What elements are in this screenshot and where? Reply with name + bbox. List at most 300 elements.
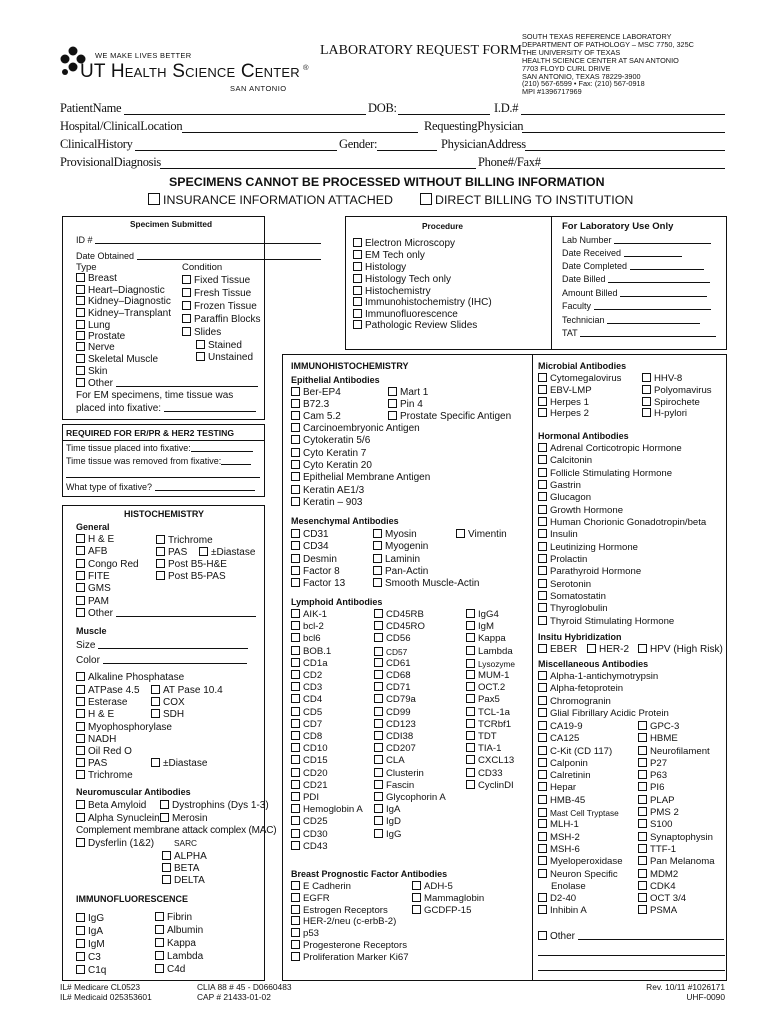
checkbox[interactable] [373, 566, 382, 575]
checkbox[interactable] [76, 571, 85, 580]
date-received[interactable] [562, 248, 682, 258]
lym-item[interactable] [374, 755, 446, 767]
checkbox[interactable] [538, 468, 547, 477]
mes-vimentin[interactable] [456, 529, 507, 540]
checkbox[interactable] [587, 644, 596, 653]
checkbox[interactable] [638, 782, 647, 791]
lym-item[interactable] [466, 658, 515, 670]
checkbox[interactable] [538, 844, 547, 853]
checkbox[interactable] [76, 296, 85, 305]
checkbox[interactable] [373, 578, 382, 587]
checkbox[interactable] [155, 912, 164, 921]
checkbox[interactable] [374, 804, 383, 813]
checkbox[interactable] [374, 707, 383, 716]
checkbox[interactable] [374, 633, 383, 642]
specimen-id-field[interactable] [95, 235, 321, 244]
if-c1q[interactable] [76, 965, 106, 976]
hc-gms[interactable] [76, 583, 111, 594]
checkbox[interactable] [538, 408, 547, 417]
checkbox[interactable] [466, 755, 475, 764]
faculty[interactable] [562, 301, 711, 311]
date-billed[interactable] [562, 274, 710, 284]
type-skeletal-muscle[interactable] [76, 354, 158, 365]
lym-item[interactable] [466, 621, 515, 633]
checkbox[interactable] [291, 780, 300, 789]
checkbox[interactable] [76, 331, 85, 340]
misc-item[interactable] [538, 856, 623, 868]
checkbox[interactable] [291, 472, 300, 481]
checkbox[interactable] [638, 733, 647, 742]
checkbox[interactable] [291, 804, 300, 813]
checkbox[interactable] [160, 800, 169, 809]
checkbox[interactable] [76, 697, 85, 706]
checkbox[interactable] [466, 670, 475, 679]
br-item[interactable] [291, 916, 409, 928]
checkbox[interactable] [466, 768, 475, 777]
checkbox[interactable] [76, 559, 85, 568]
checkbox[interactable] [538, 517, 547, 526]
checkbox[interactable] [182, 314, 191, 323]
m-atpase-45[interactable] [76, 685, 140, 696]
checkbox[interactable] [456, 529, 465, 538]
checkbox[interactable] [155, 951, 164, 960]
mic-item[interactable] [538, 385, 621, 397]
patient-name-field[interactable] [124, 114, 366, 115]
checkbox[interactable] [538, 455, 547, 464]
proc-ihc[interactable] [353, 297, 492, 308]
lym-item[interactable] [374, 633, 446, 645]
m-diastase[interactable] [151, 758, 207, 769]
lym-item[interactable] [466, 646, 515, 658]
checkbox[interactable] [412, 905, 421, 914]
hor-item[interactable] [538, 517, 706, 529]
misc-other[interactable] [538, 931, 724, 942]
checkbox[interactable] [538, 566, 547, 575]
checkbox[interactable] [156, 559, 165, 568]
type-heart[interactable] [76, 285, 165, 296]
hor-item[interactable] [538, 480, 706, 492]
checkbox[interactable] [374, 670, 383, 679]
checkbox[interactable] [374, 829, 383, 838]
checkbox[interactable] [291, 411, 300, 420]
checkbox[interactable] [291, 940, 300, 949]
if-iga[interactable] [76, 926, 103, 937]
checkbox[interactable] [374, 609, 383, 618]
checkbox[interactable] [291, 792, 300, 801]
checkbox[interactable] [374, 768, 383, 777]
lab-number[interactable] [562, 235, 711, 245]
checkbox[interactable] [291, 578, 300, 587]
type-kidney-diag[interactable] [76, 296, 171, 307]
misc-item[interactable] [638, 807, 715, 819]
checkbox[interactable] [291, 497, 300, 506]
sarc-beta[interactable] [162, 863, 199, 874]
misc-item[interactable] [538, 733, 623, 745]
condition-stained[interactable] [196, 340, 242, 351]
lym-item[interactable] [466, 780, 515, 792]
checkbox[interactable] [291, 658, 300, 667]
br-item[interactable] [291, 952, 409, 964]
checkbox[interactable] [156, 571, 165, 580]
checkbox[interactable] [291, 435, 300, 444]
checkbox[interactable] [162, 875, 171, 884]
type-breast[interactable] [76, 273, 117, 284]
checkbox[interactable] [76, 734, 85, 743]
hor-item[interactable] [538, 455, 706, 467]
checkbox[interactable] [353, 274, 362, 283]
lym-item[interactable] [374, 816, 446, 828]
checkbox[interactable] [76, 722, 85, 731]
lym-item[interactable] [291, 780, 363, 792]
checkbox[interactable] [160, 813, 169, 822]
misc-item[interactable] [638, 905, 715, 917]
checkbox[interactable] [291, 916, 300, 925]
hor-item[interactable] [538, 505, 706, 517]
misc-item[interactable] [638, 758, 715, 770]
m-trichrome[interactable] [76, 770, 133, 781]
mic-item[interactable] [642, 408, 712, 420]
checkbox[interactable] [291, 541, 300, 550]
if-igm[interactable] [76, 939, 105, 950]
checkbox[interactable] [155, 964, 164, 973]
type-nerve[interactable] [76, 342, 115, 353]
checkbox[interactable] [291, 529, 300, 538]
lym-item[interactable] [374, 682, 446, 694]
lym-item[interactable] [291, 755, 363, 767]
mic-item[interactable] [642, 385, 712, 397]
checkbox[interactable] [353, 238, 362, 247]
insitu-hpv[interactable] [638, 644, 723, 655]
m-he[interactable] [76, 709, 114, 720]
br-item[interactable] [291, 905, 409, 917]
misc-item[interactable] [638, 856, 715, 868]
checkbox[interactable] [76, 770, 85, 779]
mes-factor13[interactable] [291, 578, 345, 589]
misc-item[interactable] [538, 696, 669, 708]
checkbox[interactable] [162, 863, 171, 872]
lym-item[interactable] [291, 670, 363, 682]
insurance-checkbox[interactable] [148, 193, 393, 206]
checkbox[interactable] [291, 829, 300, 838]
lym-item[interactable] [374, 792, 446, 804]
lym-item[interactable] [466, 633, 515, 645]
condition-unstained[interactable] [196, 352, 253, 363]
checkbox[interactable] [374, 682, 383, 691]
hc-trichrome[interactable] [156, 535, 213, 546]
checkbox[interactable] [412, 893, 421, 902]
proc-if[interactable] [353, 309, 458, 320]
checkbox[interactable] [196, 340, 205, 349]
checkbox[interactable] [466, 743, 475, 752]
checkbox[interactable] [538, 869, 547, 878]
insitu-her2[interactable] [587, 644, 629, 655]
hor-item[interactable] [538, 542, 706, 554]
checkbox[interactable] [638, 856, 647, 865]
lym-item[interactable] [291, 719, 363, 731]
checkbox[interactable] [466, 719, 475, 728]
m-nadh[interactable] [76, 734, 116, 745]
lym-item[interactable] [466, 694, 515, 706]
checkbox[interactable] [76, 813, 85, 822]
checkbox[interactable] [291, 905, 300, 914]
checkbox[interactable] [642, 385, 651, 394]
checkbox[interactable] [538, 708, 547, 717]
hor-item[interactable] [538, 579, 706, 591]
hospital-field[interactable] [182, 132, 418, 133]
hor-item[interactable] [538, 492, 706, 504]
lym-item[interactable] [374, 743, 446, 755]
muscle-color[interactable] [76, 655, 247, 666]
if-c3[interactable] [76, 952, 101, 963]
epi-ae13[interactable] [291, 485, 364, 496]
misc-item[interactable] [638, 721, 715, 733]
technician[interactable] [562, 315, 700, 325]
checkbox[interactable] [76, 378, 85, 387]
checkbox[interactable] [196, 352, 205, 361]
hor-item[interactable] [538, 554, 706, 566]
checkbox[interactable] [156, 535, 165, 544]
lym-item[interactable] [291, 768, 363, 780]
nm-dysferlin[interactable] [76, 838, 154, 849]
misc-item[interactable] [538, 905, 623, 917]
lym-item[interactable] [374, 694, 446, 706]
checkbox[interactable] [76, 758, 85, 767]
type-skin[interactable] [76, 366, 107, 377]
mes-laminin[interactable] [373, 554, 420, 565]
misc-item[interactable] [638, 893, 715, 905]
provisional-diagnosis-field[interactable] [160, 168, 476, 169]
lym-item[interactable] [374, 658, 446, 670]
epi-pin4[interactable] [388, 399, 423, 410]
hc-he[interactable] [76, 534, 114, 545]
nm-merosin[interactable] [160, 813, 208, 824]
misc-item[interactable] [538, 708, 669, 720]
epi-ber-ep4[interactable] [291, 387, 341, 398]
dob-field[interactable] [398, 114, 490, 115]
checkbox[interactable] [353, 262, 362, 271]
lym-item[interactable] [291, 792, 363, 804]
checkbox[interactable] [638, 644, 647, 653]
lym-item[interactable] [291, 658, 363, 670]
checkbox[interactable] [538, 721, 547, 730]
misc-item[interactable] [538, 758, 623, 770]
er-time-placed[interactable] [66, 443, 253, 453]
m-myophos[interactable] [76, 722, 172, 733]
checkbox[interactable] [538, 579, 547, 588]
m-sdh[interactable] [151, 709, 184, 720]
checkbox[interactable] [374, 780, 383, 789]
checkbox[interactable] [76, 534, 85, 543]
checkbox[interactable] [538, 758, 547, 767]
checkbox[interactable] [76, 342, 85, 351]
checkbox[interactable] [638, 770, 647, 779]
checkbox[interactable] [638, 758, 647, 767]
checkbox[interactable] [155, 925, 164, 934]
checkbox[interactable] [538, 397, 547, 406]
br-item[interactable] [412, 893, 484, 905]
checkbox[interactable] [76, 800, 85, 809]
condition-frozen[interactable] [182, 301, 257, 312]
lym-item[interactable] [374, 621, 446, 633]
checkbox[interactable] [538, 696, 547, 705]
sarc-delta[interactable] [162, 875, 205, 886]
misc-item[interactable] [538, 770, 623, 782]
lym-item[interactable] [374, 780, 446, 792]
checkbox[interactable] [538, 591, 547, 600]
proc-histology[interactable] [353, 262, 406, 273]
misc-item[interactable] [538, 721, 623, 733]
br-item[interactable] [291, 893, 409, 905]
lym-item[interactable] [374, 609, 446, 621]
direct-billing-checkbox[interactable] [420, 193, 633, 206]
hor-item[interactable] [538, 591, 706, 603]
lym-item[interactable] [466, 707, 515, 719]
checkbox[interactable] [374, 731, 383, 740]
checkbox[interactable] [638, 844, 647, 853]
epi-cea[interactable] [291, 423, 420, 434]
checkbox[interactable] [353, 250, 362, 259]
mes-factor8[interactable] [291, 566, 340, 577]
m-atpase-104[interactable] [151, 685, 223, 696]
checkbox[interactable] [538, 443, 547, 452]
checkbox[interactable] [151, 709, 160, 718]
checkbox[interactable] [353, 286, 362, 295]
checkbox[interactable] [638, 807, 647, 816]
checkbox[interactable] [182, 327, 191, 336]
mes-sma[interactable] [373, 578, 479, 589]
misc-item[interactable] [638, 770, 715, 782]
hc-pam[interactable] [76, 596, 109, 607]
checkbox[interactable] [291, 768, 300, 777]
checkbox[interactable] [291, 881, 300, 890]
lym-item[interactable] [291, 633, 363, 645]
checkbox[interactable] [182, 275, 191, 284]
br-item[interactable] [291, 928, 409, 940]
checkbox[interactable] [538, 644, 547, 653]
type-prostate[interactable] [76, 331, 125, 342]
misc-item[interactable] [538, 832, 623, 844]
misc-item[interactable] [638, 782, 715, 794]
checkbox[interactable] [466, 621, 475, 630]
epi-ema[interactable] [291, 472, 430, 483]
nm-alpha-synuclein[interactable] [76, 813, 160, 824]
checkbox[interactable] [538, 373, 547, 382]
m-alk-phos[interactable] [76, 672, 184, 683]
checkbox[interactable] [538, 893, 547, 902]
hc-post-b5-he[interactable] [156, 559, 227, 570]
checkbox[interactable] [291, 387, 300, 396]
mic-item[interactable] [538, 408, 621, 420]
checkbox[interactable] [466, 682, 475, 691]
checkbox[interactable] [76, 838, 85, 847]
checkbox[interactable] [291, 816, 300, 825]
hor-item[interactable] [538, 443, 706, 455]
lym-item[interactable] [291, 829, 363, 841]
epi-ck56[interactable] [291, 435, 370, 446]
checkbox[interactable] [374, 658, 383, 667]
checkbox[interactable] [638, 893, 647, 902]
lym-item[interactable] [374, 719, 446, 731]
lym-item[interactable] [466, 731, 515, 743]
checkbox[interactable] [642, 373, 651, 382]
checkbox[interactable] [76, 354, 85, 363]
checkbox[interactable] [76, 308, 85, 317]
sarc-alpha[interactable] [162, 851, 207, 862]
checkbox[interactable] [538, 671, 547, 680]
checkbox[interactable] [538, 795, 547, 804]
lym-item[interactable] [291, 816, 363, 828]
checkbox[interactable] [76, 583, 85, 592]
checkbox[interactable] [76, 285, 85, 294]
nm-beta-amyloid[interactable] [76, 800, 146, 811]
br-item[interactable] [291, 881, 409, 893]
hor-item[interactable] [538, 566, 706, 578]
lym-item[interactable] [374, 707, 446, 719]
misc-item[interactable] [638, 795, 715, 807]
lym-item[interactable] [291, 694, 363, 706]
checkbox[interactable] [538, 603, 547, 612]
checkbox[interactable] [76, 746, 85, 755]
if-c4d[interactable] [155, 964, 185, 975]
id-field[interactable] [521, 114, 725, 115]
checkbox[interactable] [373, 554, 382, 563]
checkbox[interactable] [388, 399, 397, 408]
epi-psa[interactable] [388, 411, 511, 422]
proc-histology-tech[interactable] [353, 274, 451, 285]
checkbox[interactable] [638, 881, 647, 890]
date-completed[interactable] [562, 261, 704, 271]
checkbox[interactable] [538, 492, 547, 501]
checkbox[interactable] [538, 770, 547, 779]
hc-fite[interactable] [76, 571, 110, 582]
checkbox[interactable] [353, 309, 362, 318]
misc-item[interactable] [538, 795, 623, 807]
lym-item[interactable] [291, 609, 363, 621]
checkbox[interactable] [466, 646, 475, 655]
lym-item[interactable] [466, 743, 515, 755]
proc-em-tech[interactable] [353, 250, 425, 261]
epi-ck7[interactable] [291, 448, 366, 459]
checkbox[interactable] [151, 697, 160, 706]
checkbox[interactable] [638, 832, 647, 841]
checkbox[interactable] [538, 832, 547, 841]
hc-pas[interactable] [156, 547, 187, 558]
checkbox[interactable] [353, 320, 362, 329]
condition-paraffin[interactable] [182, 314, 261, 325]
condition-fresh[interactable] [182, 288, 251, 299]
checkbox[interactable] [466, 694, 475, 703]
checkbox[interactable] [291, 893, 300, 902]
proc-review[interactable] [353, 320, 477, 331]
checkbox[interactable] [76, 685, 85, 694]
checkbox[interactable] [466, 731, 475, 740]
misc-item[interactable] [638, 832, 715, 844]
checkbox[interactable] [291, 448, 300, 457]
epi-mart1[interactable] [388, 387, 428, 398]
checkbox[interactable] [374, 755, 383, 764]
lym-item[interactable] [291, 743, 363, 755]
checkbox[interactable] [182, 301, 191, 310]
checkbox[interactable] [538, 819, 547, 828]
lym-item[interactable] [291, 646, 363, 658]
checkbox[interactable] [291, 554, 300, 563]
lym-item[interactable] [291, 621, 363, 633]
misc-item[interactable] [538, 844, 623, 856]
checkbox[interactable] [199, 547, 208, 556]
checkbox[interactable] [291, 609, 300, 618]
hor-item[interactable] [538, 529, 706, 541]
checkbox[interactable] [466, 609, 475, 618]
